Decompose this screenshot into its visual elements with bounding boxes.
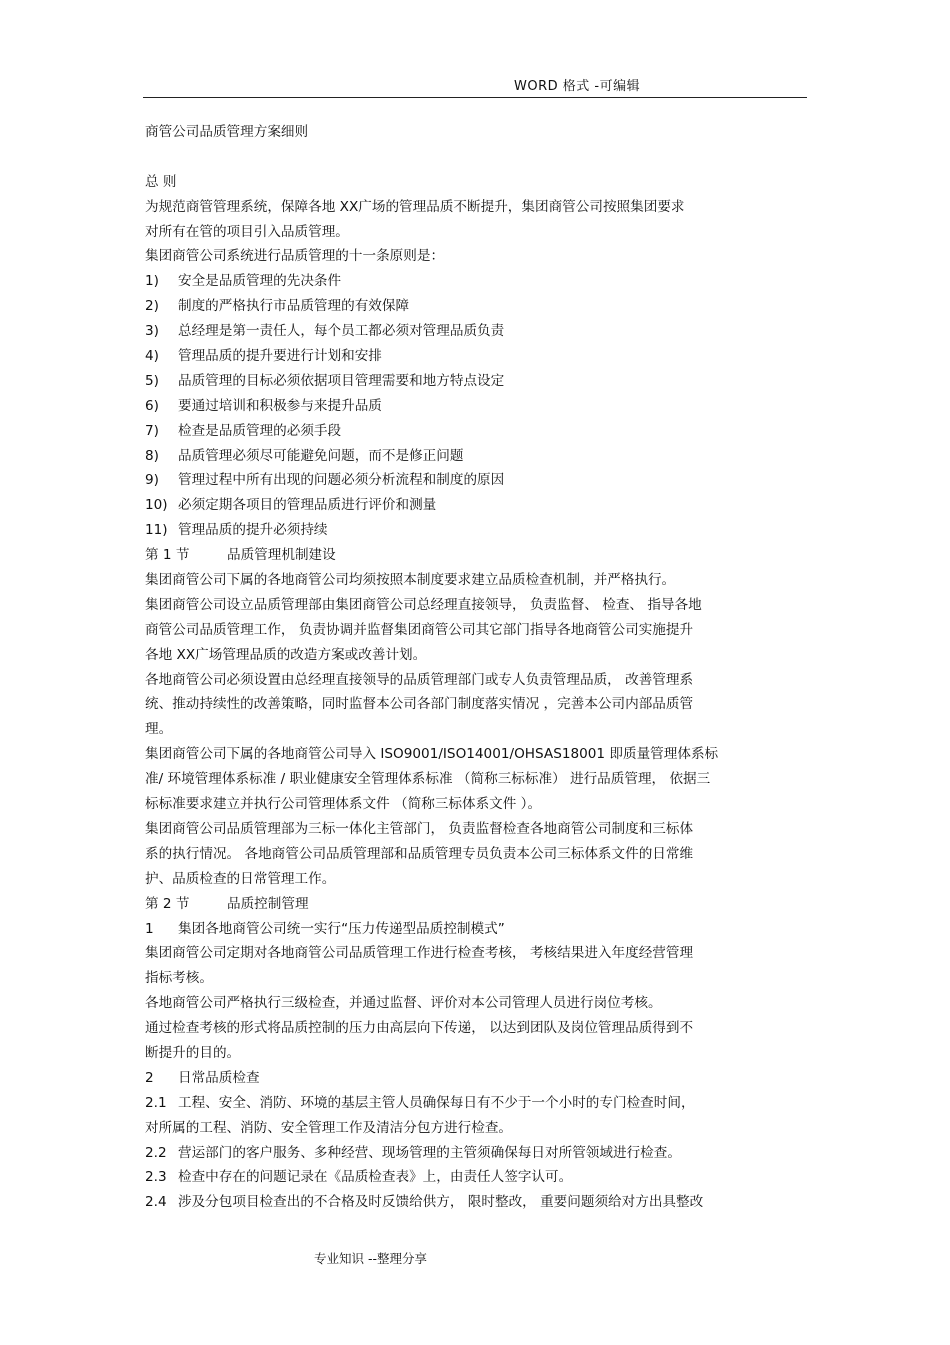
sub-item: [145, 1141, 810, 1166]
document-body: [145, 120, 810, 1215]
sub-item-number: 2.4: [145, 1194, 167, 1211]
paragraph-line: 集团商管公司定期对各地商管公司品质管理工作进行检查考核， 考核结果进入年度经营管理: [145, 945, 694, 962]
principle-text: 管理过程中所有出现的问题必须分析流程和制度的原因: [178, 472, 505, 489]
principle-item: [145, 344, 810, 369]
principle-text: 制度的严格执行市品质管理的有效保障: [178, 298, 410, 315]
principle-text: 品质管理的目标必须依据项目管理需要和地方特点设定: [178, 372, 505, 389]
principle-item: [145, 294, 810, 319]
page-header: WORD 格式 -可编辑: [514, 79, 641, 94]
blank-line: [145, 145, 810, 170]
principle-text: 管理品质的提升必须持续: [178, 522, 328, 539]
principle-item: [145, 419, 810, 444]
paragraph-line: 统、推动持续性的改善策略，同时监督本公司各部门制度落实情况 ，完善本公司内部品质管: [145, 696, 694, 713]
paragraph-line: 理。: [145, 721, 173, 738]
principle-number: 3): [145, 323, 159, 340]
paragraph-line: 断提升的目的。: [145, 1044, 241, 1061]
principle-number: 1): [145, 273, 159, 290]
paragraph-line: 为规范商管管理系统，保障各地 XX广场的管理品质不断提升，集团商管公司按照集团要求: [145, 198, 685, 215]
principle-item: [145, 493, 810, 518]
header-rule: [143, 97, 807, 98]
principle-number: 10): [145, 497, 168, 514]
paragraph-line: 对所属的工程、消防、安全管理工作及清洁分包方进行检查。: [145, 1119, 513, 1136]
principle-number: 8): [145, 447, 159, 464]
principle-number: 6): [145, 397, 159, 414]
paragraph-line: 指标考核。: [145, 970, 213, 987]
paragraph-line: 标标准要求建立并执行公司管理体系文件 （简称三标体系文件 ）。: [145, 796, 542, 813]
item-text: 日常品质检查: [178, 1069, 260, 1086]
principle-number: 9): [145, 472, 159, 489]
section-title: 品质控制管理: [227, 895, 309, 912]
principle-number: 11): [145, 522, 168, 539]
section-number: 第 2 节: [145, 895, 190, 912]
item-text: 集团各地商管公司统一实行“压力传递型品质控制模式”: [178, 920, 505, 937]
sub-item-number: 2.1: [145, 1094, 167, 1111]
principle-item: [145, 468, 810, 493]
section-number: 第 1 节: [145, 547, 190, 564]
principle-item: [145, 444, 810, 469]
principle-item: [145, 369, 810, 394]
paragraph-line: 集团商管公司下属的各地商管公司均须按照本制度要求建立品质检查机制，并严格执行。: [145, 572, 676, 589]
doc-title: 商管公司品质管理方案细则: [145, 124, 309, 140]
numbered-item: [145, 1066, 810, 1091]
principle-text: 检查是品质管理的必须手段: [178, 422, 342, 439]
sub-item-text: 涉及分包项目检查出的不合格及时反馈给供方， 限时整改， 重要问题须给对方出具整改: [178, 1194, 704, 1211]
principle-text: 总经理是第一责任人，每个员工都必须对管理品质负责: [178, 323, 505, 340]
sub-item-number: 2.3: [145, 1169, 167, 1186]
principle-text: 品质管理必须尽可能避免问题，而不是修正问题: [178, 447, 464, 464]
sub-item: [145, 1091, 810, 1116]
principle-item: [145, 518, 810, 543]
principle-text: 必须定期各项目的管理品质进行评价和测量: [178, 497, 437, 514]
principle-item: [145, 319, 810, 344]
principle-number: 5): [145, 372, 159, 389]
principles-lead: 集团商管公司系统进行品质管理的十一条原则是：: [145, 248, 445, 265]
page-footer: 专业知识 --整理分享: [314, 1251, 427, 1266]
sub-item-text: 工程、安全、消防、环境的基层主管人员确保每日有不少于一个小时的专门检查时间，: [178, 1094, 695, 1111]
sub-item: [145, 1165, 810, 1190]
paragraph-line: 集团商管公司品质管理部为三标一体化主管部门， 负责监督检查各地商管公司制度和三标体: [145, 820, 694, 837]
paragraph-line: 对所有在管的项目引入品质管理。: [145, 223, 349, 240]
paragraph-line: 通过检查考核的形式将品质控制的压力由高层向下传递， 以达到团队及岗位管理品质得到不: [145, 1020, 694, 1037]
section-heading: [145, 892, 810, 917]
paragraph-line: 集团商管公司下属的各地商管公司导入 ISO9001/ISO14001/OHSAS18001 即质量管理体系标: [145, 746, 719, 763]
paragraph-line: 各地商管公司必须设置由总经理直接领导的品质管理部门或专人负责管理品质， 改善管理系: [145, 671, 694, 688]
principle-number: 4): [145, 348, 159, 365]
paragraph-line: 商管公司品质管理工作， 负责协调并监督集团商管公司其它部门指导各地商管公司实施提升: [145, 621, 694, 638]
section-title: 品质管理机制建设: [227, 547, 336, 564]
item-number: 1: [145, 920, 154, 937]
sub-item-number: 2.2: [145, 1144, 167, 1161]
sub-item: [145, 1190, 810, 1215]
item-number: 2: [145, 1069, 154, 1086]
principle-item: [145, 269, 810, 294]
paragraph-line: 各地 XX广场管理品质的改造方案或改善计划。: [145, 646, 427, 663]
paragraph-line: 护、品质检查的日常管理工作。: [145, 870, 336, 887]
principle-item: [145, 394, 810, 419]
sub-item-text: 营运部门的客户服务、多种经营、现场管理的主管须确保每日对所管领域进行检查。: [178, 1144, 681, 1161]
paragraph-line: 准/ 环境管理体系标准 / 职业健康安全管理体系标准 （简称三标标准） 进行品质管理， 依据三: [145, 771, 711, 788]
general-heading: 总 则: [145, 173, 177, 190]
section-heading: [145, 543, 810, 568]
sub-item-text: 检查中存在的问题记录在《品质检查表》上，由责任人签字认可。: [178, 1169, 573, 1186]
numbered-item: [145, 917, 810, 942]
principle-text: 要通过培训和积极参与来提升品质: [178, 397, 382, 414]
paragraph-line: 集团商管公司设立品质管理部由集团商管公司总经理直接领导， 负责监督、 检查、 指导各地: [145, 596, 702, 613]
principle-text: 管理品质的提升要进行计划和安排: [178, 348, 382, 365]
principle-number: 2): [145, 298, 159, 315]
paragraph-line: 各地商管公司严格执行三级检查，并通过监督、评价对本公司管理人员进行岗位考核。: [145, 995, 662, 1012]
principle-number: 7): [145, 422, 159, 439]
principle-text: 安全是品质管理的先决条件: [178, 273, 342, 290]
paragraph-line: 系的执行情况。 各地商管公司品质管理部和品质管理专员负责本公司三标体系文件的日常维: [145, 845, 694, 862]
